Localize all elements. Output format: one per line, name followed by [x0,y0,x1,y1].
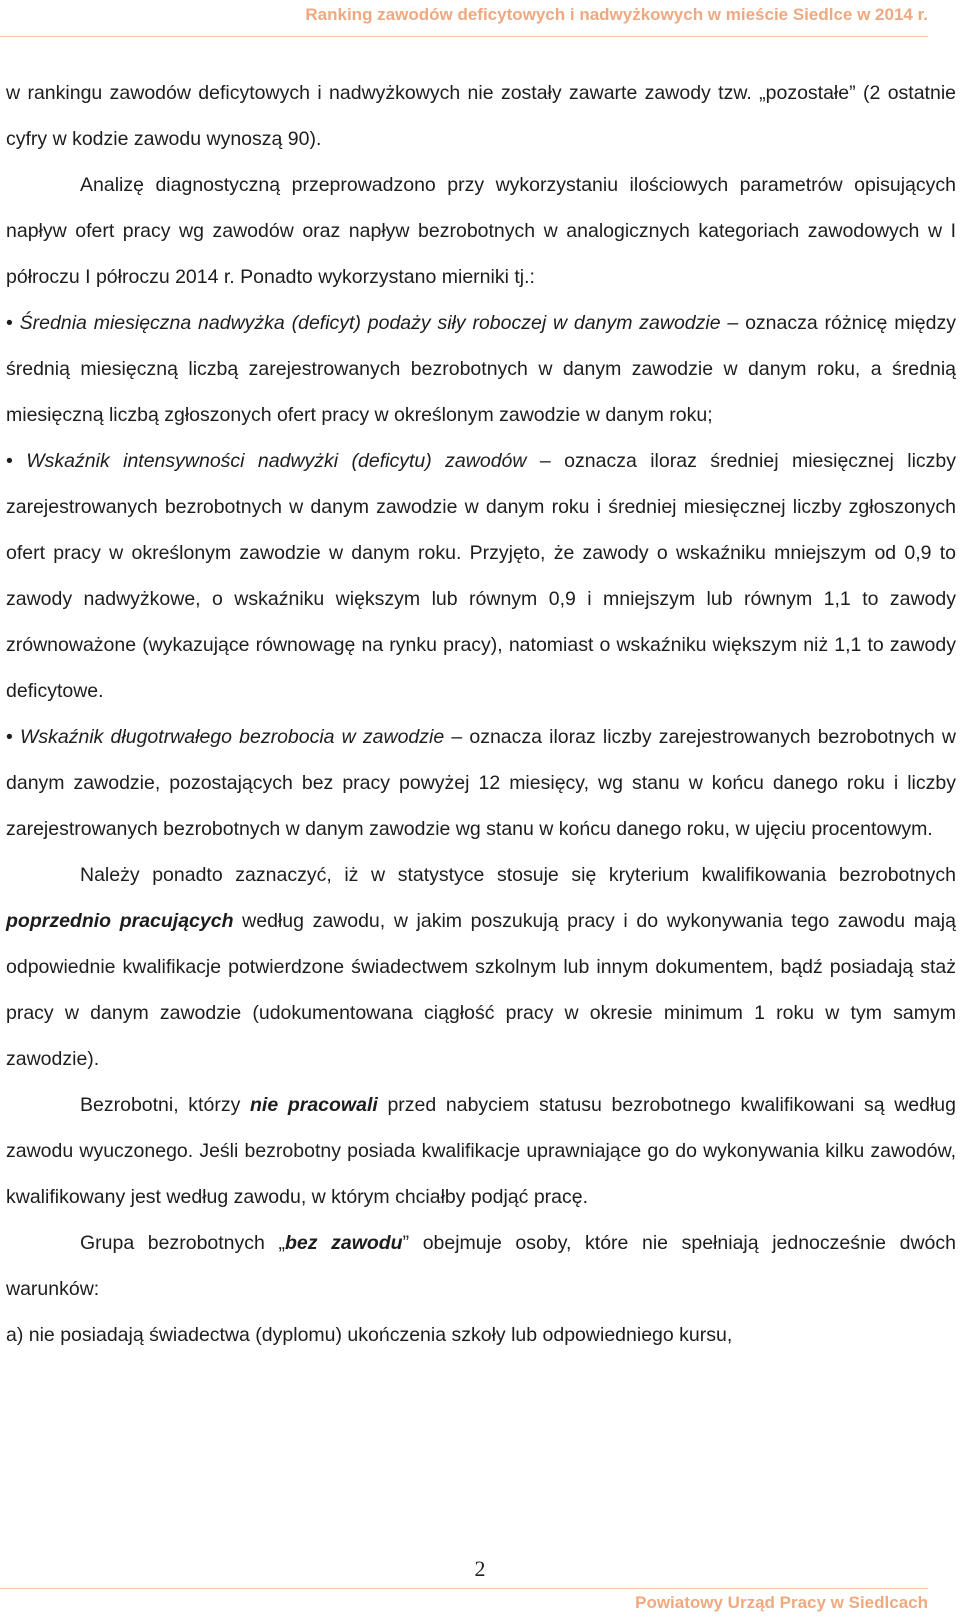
bullet-item-long-term-unemployment [6,714,956,852]
bullet-marker: • [6,450,13,472]
bullet-marker: • [6,312,13,334]
definition-long-term-unemployment: – oznacza iloraz liczby zarejestrowanych bezrobotnych w danym zawodzie, pozostających bez pracy powyżej 12 miesięcy, wg stanu w końcu danego roku i liczby zarejestrowanych bezrobotnych w danym zawodzie wg stanu w końcu danego roku, w ujęciu procentowym. [6,726,956,840]
page-number: 2 [474,1556,486,1581]
text-segment: Należy ponadto zaznaczyć, iż w statystyce stosuje się kryterium kwalifikowania bezrobotnych [80,864,956,886]
paragraph-ranking-note: w rankingu zawodów deficytowych i nadwyżkowych nie zostały zawarte zawody tzw. „pozostałe” (2 ostatnie cyfry w kodzie zawodu wynoszą 90). [6,82,956,150]
definition-intensity-index: – oznacza iloraz średniej miesięcznej liczby zarejestrowanych bezrobotnych w danym zawodzie w danym roku i średniej miesięcznej liczby zgłoszonych ofert pracy w określonym zawodzie w danym roku. Przyjęto, że zawody o wskaźniku mniejszym od 0,9 to zawody nadwyżkowe, o wskaźniku większym lub równym 0,9 i mniejszym lub równym 1,1 to zawody zrównoważone (wykazujące równowagę na rynku pracy), natomiast o wskaźniku większym niż 1,1 to zawody deficytowe. [6,450,957,702]
running-footer: Powiatowy Urząd Pracy w Siedlcach [635,1593,928,1612]
document-body [6,70,956,1358]
bullet-item-intensity-index [6,438,956,714]
bullet-item-average-surplus [6,300,956,438]
paragraph-previously-employed [6,852,956,1082]
paragraph-without-profession [6,1220,956,1312]
list-item-condition-a: a) nie posiadają świadectwa (dyplomu) ukończenia szkoły lub odpowiedniego kursu, [6,1324,733,1346]
paragraph-never-worked [6,1082,956,1220]
emphasis-without-profession: bez zawodu [284,1232,403,1254]
paragraph-analysis: Analizę diagnostyczną przeprowadzono przy wykorzystaniu ilościowych parametrów opisujących napływ ofert pracy wg zawodów oraz napływ bezrobotnych w analogicznych kategoriach zawodowych w I półroczu I półroczu 2014 r. Ponadto wykorzystano mierniki tj.: [6,174,956,288]
text-segment: według zawodu, w jakim poszukują pracy i do wykonywania tego zawodu mają odpowiednie kwalifikacje potwierdzone świadectwem szkolnym lub innym dokumentem, bądź posiadają staż pracy w danym zawodzie (udokumentowana ciągłość pracy w okresie minimum 1 roku w tym samym zawodzie). [6,910,956,1070]
bullet-marker: • [6,726,13,748]
text-segment: Grupa bezrobotnych „ [80,1232,285,1254]
emphasis-never-worked: nie pracowali [249,1094,378,1116]
text-segment: Bezrobotni, którzy [80,1094,250,1116]
term-average-surplus: Średnia miesięczna nadwyżka (deficyt) podaży siły roboczej w danym zawodzie [19,312,721,334]
term-long-term-unemployment: Wskaźnik długotrwałego bezrobocia w zawodzie [19,726,445,748]
text-segment: ” obejmuje osoby, które nie spełniają jednocześnie dwóch warunków: [6,1232,956,1300]
term-intensity-index: Wskaźnik intensywności nadwyżki (deficytu) zawodów [26,450,527,472]
header-divider [0,36,928,37]
running-header: Ranking zawodów deficytowych i nadwyżkowych w mieście Siedlce w 2014 r. [305,5,928,24]
text-segment: przed nabyciem statusu bezrobotnego kwalifikowani są według zawodu wyuczonego. Jeśli bezrobotny posiada kwalifikacje uprawniające go do wykonywania kilku zawodów, kwalifikowany jest według zawodu, w którym chciałby podjąć pracę. [6,1094,956,1208]
emphasis-previously-employed: poprzednio pracujących [6,910,234,932]
definition-average-surplus: – oznacza różnicę między średnią miesięczną liczbą zarejestrowanych bezrobotnych w danym zawodzie w danym roku, a średnią miesięczną liczbą zgłoszonych ofert pracy w określonym zawodzie w danym roku; [6,312,956,426]
footer-divider [0,1588,928,1589]
